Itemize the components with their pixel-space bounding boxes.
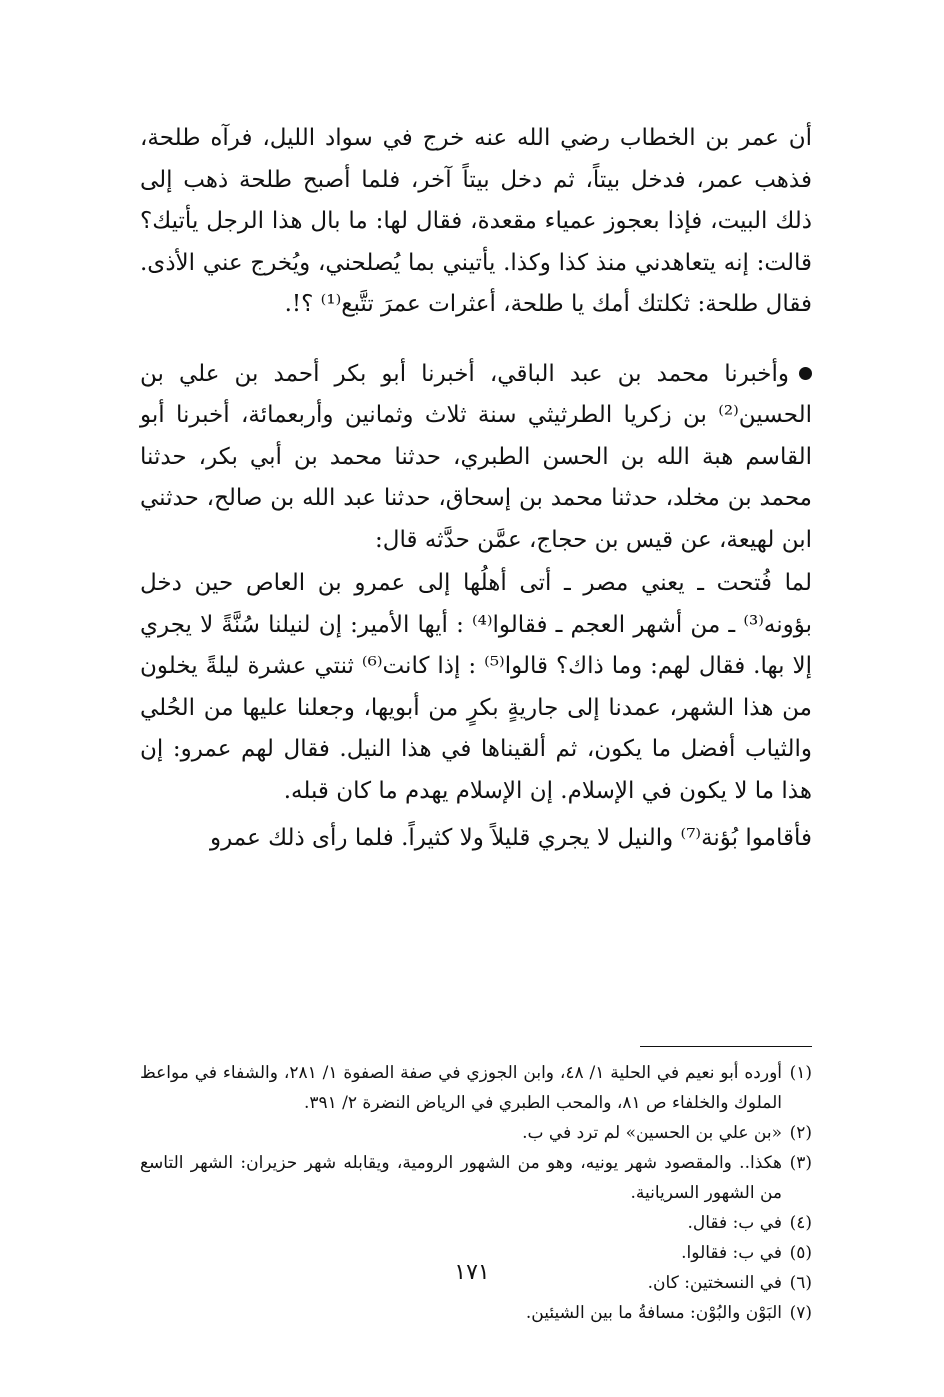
footnote-2 <box>140 1118 812 1148</box>
footnote-number: (١) <box>789 1063 812 1083</box>
footnote-number: (٥) <box>789 1243 812 1263</box>
footnote-text: «بن علي بن الحسين» لم ترد في ب. <box>522 1123 782 1143</box>
page-number: ١٧١ <box>454 1260 490 1285</box>
paragraph-2 <box>140 354 812 562</box>
footnote-text: هكذا.. والمقصود شهر يونيه، وهو من الشهور الرومية، ويقابله شهر حزيران: الشهر التاسع من الشهور السريانية. <box>140 1153 782 1203</box>
footnote-number: (٣) <box>789 1153 812 1173</box>
footnote-text: في النسختين: كان. <box>647 1273 782 1293</box>
footnote-number: (٦) <box>789 1273 812 1293</box>
footnote-number: (٢) <box>789 1123 812 1143</box>
paragraph-3: لما فُتحت ـ يعني مصر ـ أتى أهلُها إلى عمرو بن العاص حين دخل بؤونه⁽³⁾ ـ من أشهر العجم ـ فقالوا⁽⁴⁾ : أيها الأمير: إن لنيلنا سُنَّةً لا يجري إلا بها. فقال لهم: وما ذاك؟ قالوا⁽⁵⁾ : إذا كانت⁽⁶⁾ ثنتي عشرة ليلةً يخلون من هذا الشهر، عمدنا إلى جاريةٍ بكرٍ من أبويها، وجعلنا عليها من الحُلي والثياب أفضل ما يكون، ثم ألقيناها في هذا النيل. فقال لهم عمرو: إن هذا ما لا يكون في الإسلام. إن الإسلام يهدم ما كان قبله. <box>140 570 813 804</box>
footnote-4 <box>140 1208 812 1238</box>
footnote-text: أورده أبو نعيم في الحلية ١/ ٤٨، وابن الجوزي في صفة الصفوة ١/ ٢٨١، والشفاء في مواعظ الملوك والخلفاء ص ٨١، والمحب الطبري في الرياض النضرة ٢/ ٣٩١. <box>140 1063 783 1113</box>
footnote-text: في ب: فقال. <box>687 1213 782 1233</box>
footnote-number: (٧) <box>789 1303 812 1323</box>
footnote-text: في ب: فقالوا. <box>681 1243 782 1263</box>
paragraph-1: أن عمر بن الخطاب رضي الله عنه خرج في سواد الليل، فرآه طلحة، فذهب عمر، فدخل بيتاً، ثم دخل بيتاً آخر، فلما أصبح طلحة ذهب إلى ذلك البيت، فإذا بعجوز عمياء مقعدة، فقال لها: ما بال هذا الرجل يأتيك؟ قالت: إنه يتعاهدني منذ كذا وكذا. يأتيني بما يُصلحني، ويُخرج عني الأذى. فقال طلحة: ثكلتك أمك يا طلحة، أعثرات عمرَ تتَّبع⁽¹⁾ ؟!. <box>140 125 812 317</box>
footnote-text: البَوْن والبُوْن: مسافةُ ما بين الشيئين. <box>525 1303 782 1323</box>
footnote-7 <box>140 1298 812 1328</box>
footnote-divider <box>640 1046 812 1047</box>
paragraph-4: فأقاموا بُؤنة⁽⁷⁾ والنيل لا يجري قليلاً ولا كثيراً. فلما رأى ذلك عمرو <box>209 825 812 851</box>
footnote-3 <box>140 1148 812 1208</box>
footnote-number: (٤) <box>789 1213 812 1233</box>
footnote-1 <box>140 1058 812 1118</box>
bullet-icon <box>799 367 812 380</box>
footnotes <box>140 1058 812 1328</box>
paragraph-2-text: وأخبرنا محمد بن عبد الباقي، أخبرنا أبو بكر أحمد بن علي بن الحسين⁽²⁾ بن زكريا الطرثيثي سنة ثلاث وثمانين وأربعمائة، أخبرنا أبو القاسم هبة الله بن الحسن الطبري، حدثنا محمد بن أبي بكر، حدثنا محمد بن مخلد، حدثنا محمد بن إسحاق، حدثنا عبد الله بن صالح، حدثني ابن لهيعة، عن قيس بن حجاج، عمَّن حدَّثه قال: <box>140 360 812 553</box>
